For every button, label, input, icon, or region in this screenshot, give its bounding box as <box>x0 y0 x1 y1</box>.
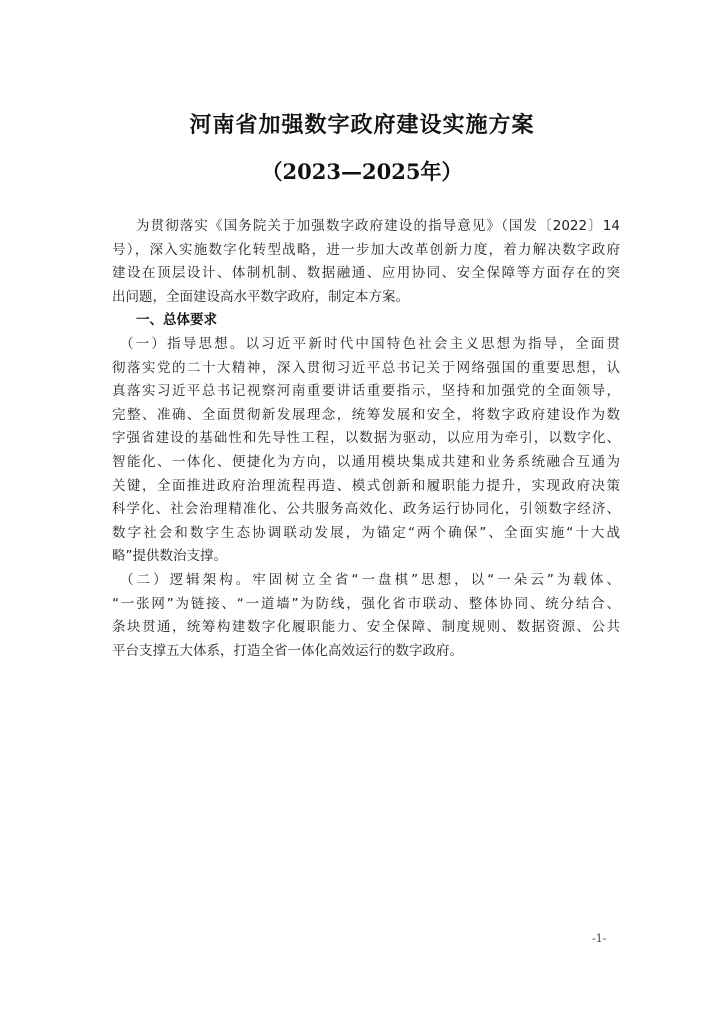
paragraph-line: “一张网”为链接、“一道墙”为防线，强化省市联动、整体协同、统分结合、 <box>112 595 620 612</box>
paragraph-line: 字强省建设的基础性和先导性工程，以数据为驱动，以应用为牵引，以数字化、 <box>112 430 620 447</box>
intro-line: 为贯彻落实《国务院关于加强数字政府建设的指导意见》（国发〔2022〕14 <box>136 218 620 234</box>
intro-line: 号），深入实施数字化转型战略，进一步加大改革创新力度，着力解决数字政府 <box>112 241 620 258</box>
paragraph-line: 科学化、社会治理精准化、公共服务高效化、政务运行协同化，引领数字经济、 <box>112 501 620 518</box>
paragraph-line: （一）指导思想。以习近平新时代中国特色社会主义思想为指导，全面贯 <box>120 335 620 352</box>
section-heading: 一、总体要求 <box>136 312 217 329</box>
paragraph-line: 真落实习近平总书记视察河南重要讲话重要指示，坚持和加强党的全面领导， <box>112 383 620 400</box>
intro-line: 出问题，全面建设高水平数字政府，制定本方案。 <box>112 288 409 305</box>
paragraph-line: 平台支撑五大体系，打造全省一体化高效运行的数字政府。 <box>112 642 463 659</box>
paragraph-line: 彻落实党的二十大精神，深入贯彻习近平总书记关于网络强国的重要思想，认 <box>112 359 620 376</box>
paragraph-line: 关键，全面推进政府治理流程再造、模式创新和履职能力提升，实现政府决策 <box>112 477 620 494</box>
page-number: -1- <box>592 932 607 945</box>
document-body <box>112 215 620 663</box>
intro-line: 建设在顶层设计、体制机制、数据融通、应用协同、安全保障等方面存在的突 <box>112 265 620 282</box>
document-title: 河南省加强数字政府建设实施方案 <box>189 112 535 138</box>
paragraph-line: 智能化、一体化、便捷化为方向，以通用模块集成共建和业务系统融合互通为 <box>112 453 620 470</box>
paragraph-line: 略”提供数治支撑。 <box>112 548 227 565</box>
document-subtitle: （2023—2025年） <box>261 159 463 184</box>
paragraph-line: 数字社会和数字生态协调联动发展，为锚定“两个确保”、全面实施“十大战 <box>112 524 620 541</box>
logical-architecture-paragraph <box>112 569 620 663</box>
paragraph-line: 完整、准确、全面贯彻新发展理念，统筹发展和安全，将数字政府建设作为数 <box>112 406 620 423</box>
guiding-ideology-paragraph <box>112 333 620 569</box>
paragraph-line: （二）逻辑架构。牢固树立全省“一盘棋”思想，以“一朵云”为载体、 <box>120 571 620 588</box>
intro-paragraph <box>112 215 620 309</box>
paragraph-line: 条块贯通，统筹构建数字化履职能力、安全保障、制度规则、数据资源、公共 <box>112 619 620 636</box>
